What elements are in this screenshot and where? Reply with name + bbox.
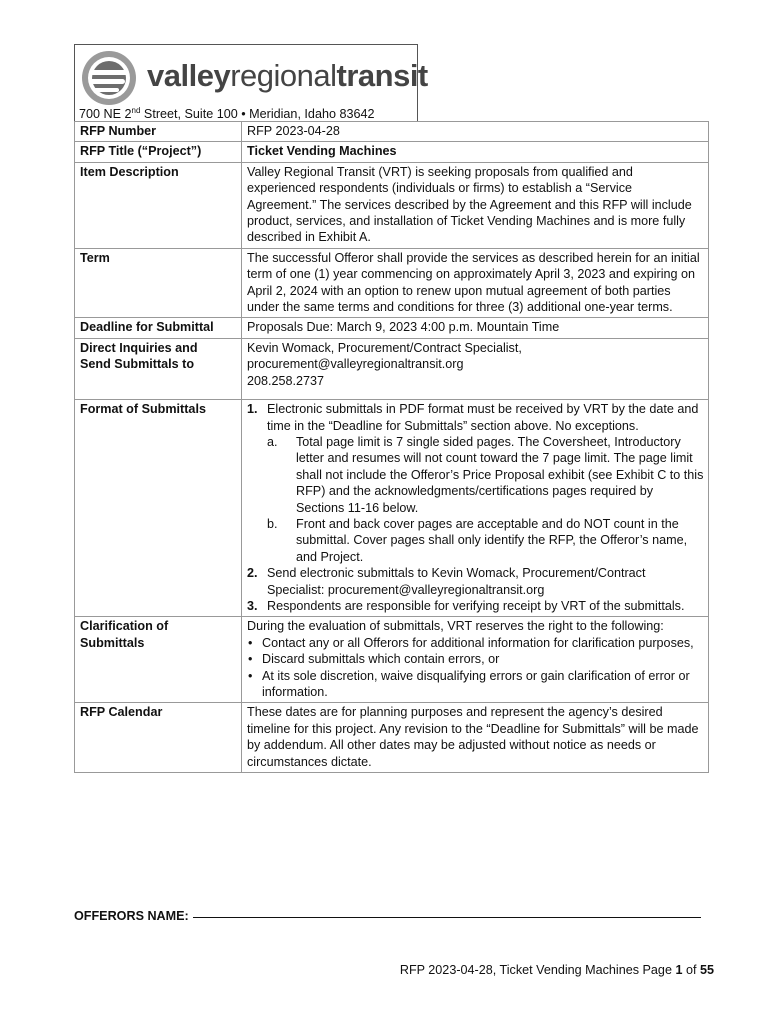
- format-item-3: Respondents are responsible for verifying receipt by VRT of the submittals.: [267, 598, 685, 613]
- vrt-logo-mark-icon: [81, 49, 141, 107]
- row-rfp-title: [75, 142, 709, 162]
- value-deadline: Proposals Due: March 9, 2023 4:00 p.m. Mountain Time: [242, 318, 709, 338]
- label-deadline: Deadline for Submittal: [75, 318, 242, 338]
- label-term: Term: [75, 248, 242, 318]
- label-direct-inquiries-line2: Send Submittals to: [80, 357, 195, 372]
- label-direct-inquiries: [75, 338, 242, 399]
- contact-name: Kevin Womack, Procurement/Contract Specialist,: [247, 340, 522, 355]
- header-box: [74, 44, 428, 122]
- value-format: [242, 400, 709, 617]
- row-clarification: [75, 617, 709, 703]
- format-item-1: Electronic submittals in PDF format must be received by VRT by the date and time in the “Deadline for Submittals” section above. No exceptions. a. Total page limit is 7 single sided pages. The Coversheet, Introductory letter and resumes will not count toward the 7 page limit. The page limit shall not include the Offeror’s Price Proposal exhibit (see Exhibit C to this RFP) and the acknowledgments/certifications pages required by Sections 11-16 below. b. Front and back cover pages are acceptable and do NOT count in the submittal. Cover pages shall only identify the RFP, the Offeror’s name, and Project.: [267, 402, 704, 564]
- vrt-logo: [81, 49, 428, 107]
- label-rfp-number: RFP Number: [75, 122, 242, 142]
- value-term: The successful Offeror shall provide the services as described herein for an initial term of one (1) year commencing on approximately April 3, 2023 and expiring on April 2, 2024 with an option to renew upon mutual agreement of both parties under the same terms and conditions for three (3) additional one-year terms.: [242, 248, 709, 318]
- address: 700 NE 2nd Street, Suite 100 • Meridian, Idaho 83642: [79, 105, 375, 121]
- row-deadline: [75, 318, 709, 338]
- row-calendar: [75, 703, 709, 773]
- clarification-list: [247, 635, 704, 701]
- label-calendar: RFP Calendar: [75, 703, 242, 773]
- format-list: [247, 401, 704, 614]
- row-direct-inquiries: [75, 338, 709, 399]
- offerors-name-line: [193, 917, 701, 918]
- clarification-bullet-3: • At its sole discretion, waive disqualifying errors or gain clarification of error or information.: [262, 668, 704, 701]
- logo-wordmark: valleyregionaltransit: [147, 58, 428, 93]
- format-sublist: [267, 434, 704, 565]
- offerors-name-label: OFFERORS NAME:: [74, 909, 189, 923]
- contact-phone: 208.258.2737: [247, 373, 325, 388]
- clarification-bullet-2: • Discard submittals which contain errors, or: [262, 651, 704, 667]
- row-item-description: [75, 162, 709, 248]
- clarification-intro: During the evaluation of submittals, VRT reserves the right to the following:: [247, 619, 664, 634]
- value-rfp-title: Ticket Vending Machines: [242, 142, 709, 162]
- format-item-1a: a. Total page limit is 7 single sided pages. The Coversheet, Introductory letter and resumes will not count toward the 7 page limit. The page limit shall not include the Offeror’s Price Proposal exhibit (see Exhibit C to this RFP) and the acknowledgments/certifications pages required by Sections 11-16 below.: [267, 434, 704, 515]
- row-term: [75, 248, 709, 318]
- label-format: Format of Submittals: [75, 400, 242, 617]
- clarification-bullet-1: • Contact any or all Offerors for additional information for clarification purposes,: [262, 635, 704, 651]
- label-clarification: [75, 617, 242, 703]
- page-footer: RFP 2023-04-28, Ticket Vending Machines Page 1 of 55: [399, 963, 714, 977]
- offerors-name-field: [74, 908, 701, 924]
- label-clarification-line1: Clarification of: [80, 619, 169, 634]
- value-rfp-number: RFP 2023-04-28: [242, 122, 709, 142]
- value-item-description: Valley Regional Transit (VRT) is seeking proposals from qualified and experienced respondents (individuals or firms) to establish a “Service Agreement.” The services described by the Agreement and this RFP will include product, services, and installation of Ticket Vending Machines and is more fully described in Exhibit A.: [242, 162, 709, 248]
- row-format: [75, 400, 709, 617]
- label-direct-inquiries-line1: Direct Inquiries and: [80, 340, 198, 355]
- label-rfp-title: RFP Title (“Project”): [75, 142, 242, 162]
- format-item-1b: b. Front and back cover pages are acceptable and do NOT count in the submittal. Cover pages shall only identify the RFP, the Offeror’s name, and Project.: [267, 516, 688, 564]
- contact-email: procurement@valleyregionaltransit.org: [247, 357, 464, 372]
- label-item-description: Item Description: [75, 162, 242, 248]
- row-rfp-number: [75, 122, 709, 142]
- rfp-summary-table: [74, 121, 709, 773]
- format-item-2: Send electronic submittals to Kevin Womack, Procurement/Contract Specialist: procurement@valleyregionaltransit.org: [267, 566, 646, 597]
- value-calendar: These dates are for planning purposes and represent the agency’s desired timeline for this project. Any revision to the “Deadline for Submittals” will be made by addendum. All other dates may be adjusted without notice as needs or circumstances dictate.: [242, 703, 709, 773]
- label-clarification-line2: Submittals: [80, 635, 145, 650]
- value-direct-inquiries: [242, 338, 709, 399]
- value-clarification: [242, 617, 709, 703]
